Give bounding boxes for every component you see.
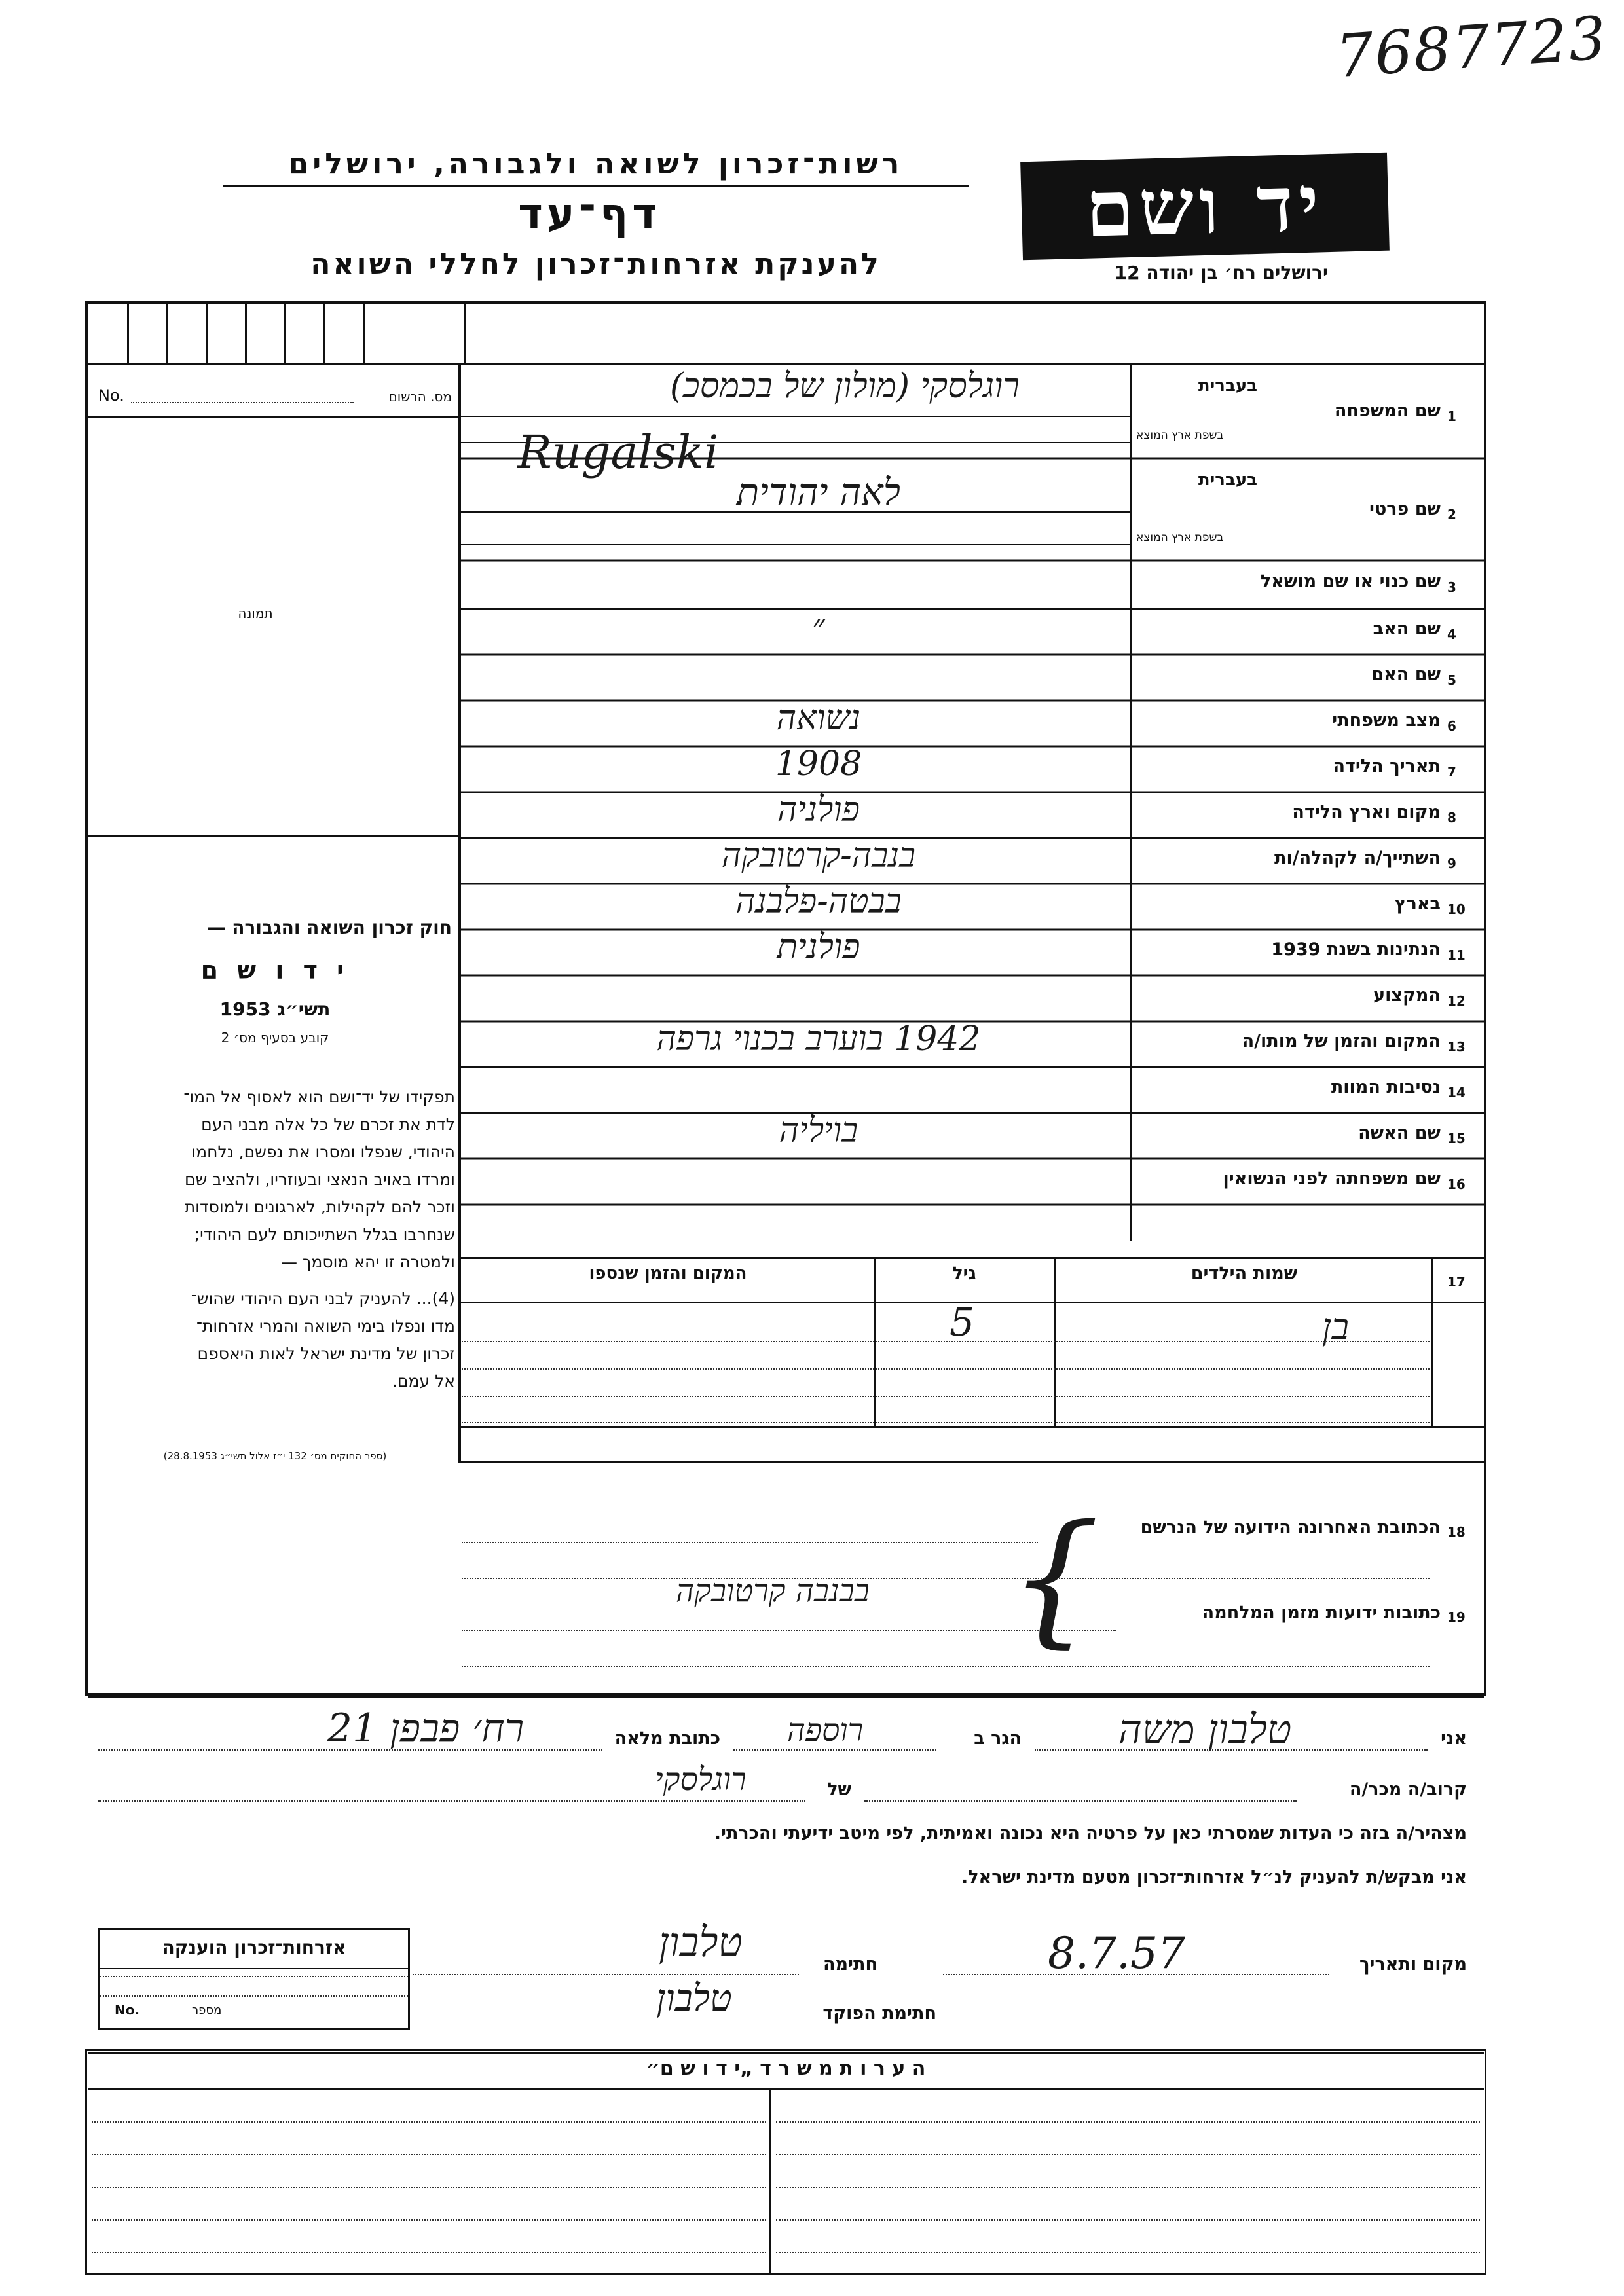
field-15-label: שם האשה — [1358, 1123, 1441, 1143]
logo-text: יד ושם — [1084, 157, 1325, 255]
law-source: (ספר החוקים מס׳ 132 י״ז אלול תשי״ג 28.8.1953) — [163, 1450, 387, 1462]
decl-ani: אני — [1441, 1728, 1467, 1749]
field-11-label: הנתינות בשנת 1939 — [1271, 939, 1441, 960]
officer-label: חתימת הפוקד — [822, 2003, 936, 2024]
field-4-num: 4 — [1447, 627, 1456, 642]
field-6-value: נשואה — [776, 699, 861, 738]
field-8-value: פולניה — [777, 790, 860, 829]
field-4-value: ״ — [812, 607, 825, 646]
field-10-num: 10 — [1447, 902, 1466, 917]
field-18-num: 18 — [1447, 1524, 1466, 1540]
field-8-label: מקום וארץ הלידה — [1292, 802, 1441, 822]
law-line: וזכר להם לקהילות, לארגונים ולמוסדות — [184, 1197, 455, 1216]
citizenship-box-title: אזרחות־זכרון הוענקה — [162, 1937, 346, 1958]
child-1-name: בן — [1321, 1306, 1349, 1349]
address-brace: { — [1008, 1494, 1100, 1662]
field-14-num: 14 — [1447, 1085, 1466, 1101]
law-line: לדת את זכרם של כל אלה מבני העם — [201, 1115, 455, 1134]
photo-label: תמונה — [238, 606, 273, 621]
form-title: דף־עד — [518, 190, 661, 238]
signature: טלבון — [659, 1918, 743, 1966]
field-4-label: שם האב — [1373, 619, 1441, 639]
field-7-value: 1908 — [775, 744, 862, 784]
field-9-num: 9 — [1447, 856, 1456, 871]
citizenship-no: No. — [115, 2002, 140, 2018]
field-11-value: פולנית — [777, 928, 860, 967]
children-col-names: שמות הילדים — [1190, 1264, 1298, 1284]
law-clause: קובע בסעיף מס׳ 2 — [221, 1030, 329, 1046]
law-line: (4)... להעניק לבני העם היהודי שהוש־ — [191, 1289, 455, 1308]
field-2-sub-bottom: בשפת ארץ המוצא — [1136, 531, 1224, 544]
reg-no-hebrew: מס. הרשום — [388, 389, 452, 405]
field-2-value: לאה יהודית — [737, 471, 900, 514]
field-7-num: 7 — [1447, 764, 1456, 780]
law-line: ולמטרה זו יהא מוסמך — — [281, 1252, 455, 1271]
citizenship-box — [98, 1928, 410, 2030]
decl-relation-label: קרוב/ה מכר/ה — [1349, 1779, 1467, 1800]
field-12-num: 12 — [1447, 993, 1466, 1009]
full-address: רח׳ פבפן 21 — [327, 1705, 525, 1751]
field-5-label: שם האם — [1371, 665, 1441, 685]
field-5-num: 5 — [1447, 672, 1456, 688]
children-col-age: גיל — [952, 1264, 976, 1284]
field-6-num: 6 — [1447, 718, 1456, 734]
field-19-label: כתובות ידועות מזמן המלחמה — [1202, 1603, 1441, 1623]
field-13-label: המקום והזמן של מותו/ה — [1242, 1031, 1441, 1051]
field-12-label: המקצוע — [1373, 985, 1441, 1006]
law-line: אל עמם. — [392, 1372, 455, 1391]
field-2-label: שם פרטי — [1369, 499, 1441, 519]
field-6-label: מצב משפחתי — [1332, 710, 1441, 731]
witness-name: טלבון משה — [1118, 1705, 1292, 1753]
field-13-value: 1942 בוערב בכנוי גרפה — [656, 1019, 981, 1059]
law-line: היהודי, שנפלו ומסרו את נפשם, נלחמו — [191, 1142, 455, 1161]
resident-city: רוספה — [786, 1712, 864, 1749]
children-col-place: המקום והזמן שנספו — [589, 1264, 747, 1283]
field-1-sub-top: בעברית — [1198, 376, 1257, 395]
reg-no-label: No. — [98, 386, 124, 405]
field-15-value: בויליה — [779, 1111, 858, 1150]
field-7-label: תאריך הלידה — [1333, 756, 1441, 776]
field-16-label: שם משפחתה לפני הנשואין — [1223, 1169, 1441, 1189]
field-1-num: 1 — [1447, 409, 1456, 424]
place-date: 8.7.57 — [1048, 1928, 1185, 1978]
field-3-num: 3 — [1447, 579, 1456, 595]
field-1-value-latin: Rugalski — [517, 426, 719, 479]
office-notes-title: ה ע ר ו ת מ ש ר ד „י ד ו ש ם״ — [646, 2057, 926, 2080]
law-title: חוק זכרון השואה והגבורה — — [207, 917, 452, 938]
decl-statement: מצהיר/ה בזה כי העדות שמסרתי כאן על פרטיה היא נכונה ואמיתית, לפי מיטב ידיעתי והכרתי. — [714, 1823, 1467, 1844]
decl-address-label: כתובת מלאה — [614, 1728, 720, 1749]
citizenship-no-hebrew: מספר — [192, 2003, 222, 2017]
address-line: ירושלים רח׳ בן יהודה 12 — [1114, 262, 1329, 283]
of-name: רוגלסקי — [655, 1761, 747, 1798]
field-19-num: 19 — [1447, 1609, 1466, 1625]
field-16-num: 16 — [1447, 1176, 1466, 1192]
law-line: זכרון של מדינת ישראל לאות היאספם — [197, 1344, 455, 1363]
officer-signature: טלבון — [656, 1977, 732, 2020]
field-10-label: בארץ — [1394, 894, 1441, 914]
field-14-label: נסיבות המוות — [1331, 1077, 1441, 1097]
archive-number: 7687723 — [1333, 3, 1610, 92]
law-line: ומרדו באויב הנאצי ובעוזריו, ולהציב שם — [185, 1170, 455, 1189]
place-date-label: מקום ותאריך — [1359, 1954, 1467, 1975]
signature-label: חתימה — [822, 1954, 877, 1975]
decl-resident-label: הגר ב — [974, 1728, 1022, 1749]
field-9-value: בנבה-קרטובקה — [721, 836, 916, 875]
decl-request: אני מבקש/ת להעניק לנ״ל אזרחות־זכרון מטעם מדינת ישראל. — [961, 1867, 1467, 1887]
field-10-value: בבטה-פלבנה — [735, 882, 902, 921]
children-num: 17 — [1447, 1274, 1466, 1290]
office-notes-frame — [85, 2049, 1486, 2275]
field-18-label: הכתובת האחרונה הידועה של הנרשם — [1140, 1518, 1441, 1538]
law-name: י ד ו ש ם — [200, 956, 350, 985]
field-2-sub-top: בעברית — [1198, 470, 1257, 490]
authority-name: רשות־זכרון לשואה ולגבורה, ירושלים — [288, 147, 904, 181]
field-3-label: שם כנוי או שם מושאל — [1260, 572, 1441, 592]
field-2-num: 2 — [1447, 507, 1456, 522]
field-9-label: השתייך/ה לקהלה/ות — [1274, 848, 1441, 868]
address-value: בבנבה קרטובקה — [676, 1573, 870, 1609]
law-line: מדו ונפלו בימי השואה והמרי אזרחות־ — [196, 1317, 455, 1336]
field-1-sub-bottom: בשפת ארץ המוצא — [1136, 429, 1224, 442]
form-subtitle: להענקת אזרחות־זכרון לחללי השואה — [310, 247, 881, 281]
field-1-value-hebrew: רוגלסקי (מולון של בכמסכ) — [670, 367, 1020, 406]
field-13-num: 13 — [1447, 1039, 1466, 1055]
field-15-num: 15 — [1447, 1131, 1466, 1146]
law-year: תשי״ג 1953 — [219, 998, 331, 1020]
law-line: תפקידו של יד־ושם הוא לאסוף אל המו־ — [183, 1087, 455, 1106]
law-line: שנחרבו בגלל השתייכותם לעם היהודי; — [194, 1225, 455, 1244]
decl-of-label: של — [827, 1779, 851, 1800]
field-11-num: 11 — [1447, 947, 1466, 963]
field-8-num: 8 — [1447, 810, 1456, 826]
field-1-label: שם המשפחה — [1334, 401, 1441, 421]
child-1-age: 5 — [950, 1300, 975, 1345]
